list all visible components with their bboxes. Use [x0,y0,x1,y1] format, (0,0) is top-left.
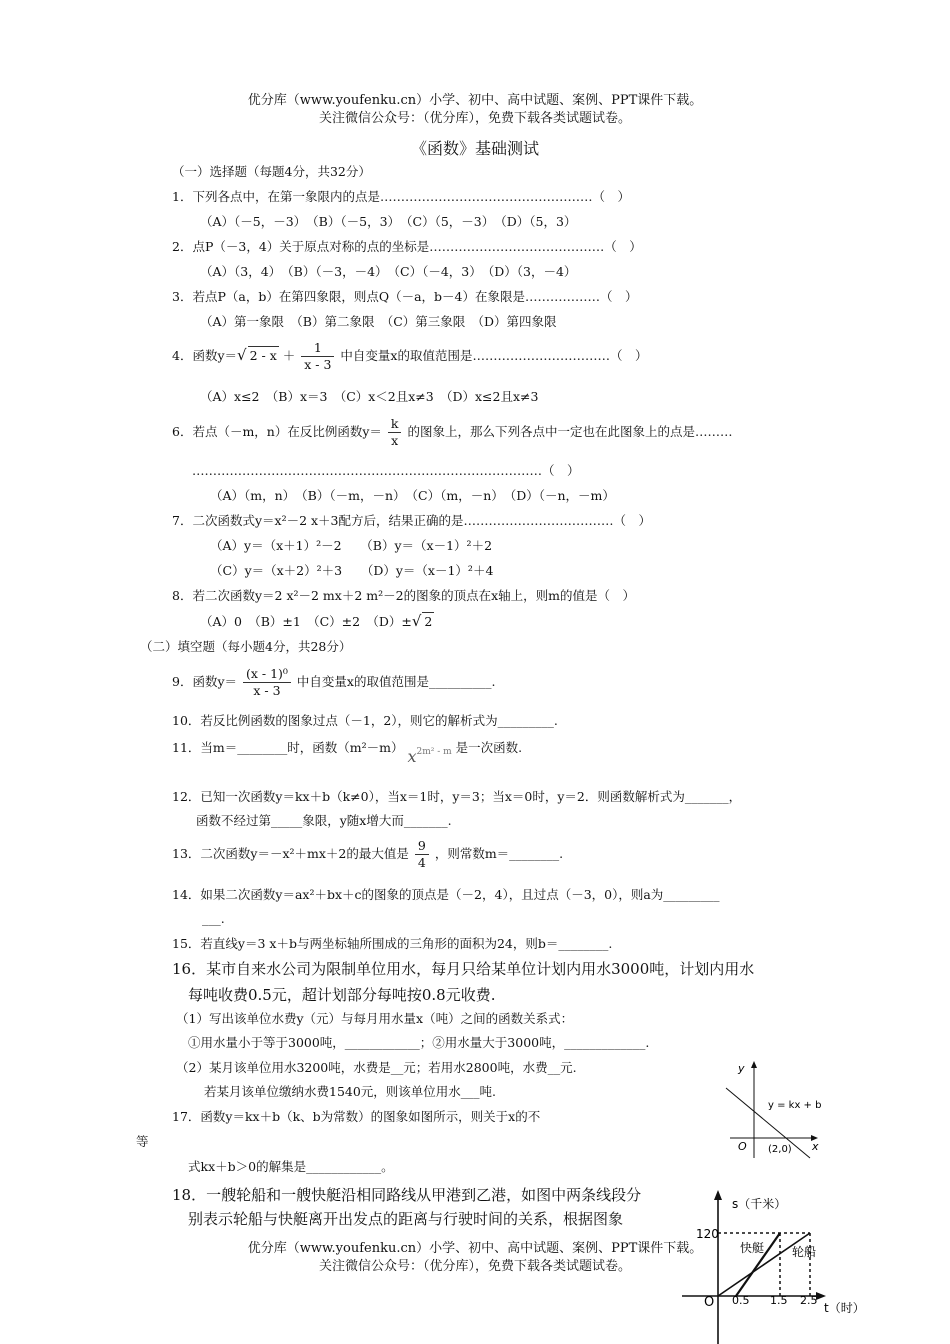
q18-tick-1-5: 1.5 [770,1294,788,1307]
q18-tick-0-5: 0.5 [732,1294,750,1307]
q10-stem: 10．若反比例函数的图象过点（－1，2），则它的解析式为_________. [172,713,558,728]
q17-graph [722,1058,822,1162]
q17-x-label: x [812,1140,819,1153]
q16-part-1-answers: ①用水量小于等于3000吨，____________；②用水量大于3000吨，_____________. [188,1035,650,1050]
q7-options-ab: （A）y＝（x＋1）²－2 （B）y＝（x－1）²＋2 [210,538,493,553]
section-choice-heading: （一）选择题（每题4分，共32分） [172,164,371,179]
q6-options: （A）（m，n） （B）（－m，－n） （C）（m，－n） （D）（－n，－m） [210,488,615,503]
q16-part-2-b: 若某月该单位缴纳水费1540元，则该单位用水___吨. [204,1084,497,1099]
q16-line-1: 16．某市自来水公司为限制单位用水，每月只给某单位计划内用水3000吨，计划内用水 [172,960,755,978]
q11-exponent: 2m² - m [416,747,452,757]
q13-stem: 13．二次函数y＝－x²＋mx＋2的最大值是 $\frac{9}{4}$ ，则常数m＝________. [172,838,564,870]
q18-t-label: t（时） [824,1301,865,1315]
q18-line-1: 18．一艘轮船和一艘快艇沿相同路线从甲港到乙港，如图中两条线段分 [172,1186,642,1204]
q8-radicand: 2 [424,614,433,629]
q3-stem: 3．若点P（a，b）在第四象限，则点Q（－a，b－4）在象限是………………（ ） [172,289,638,304]
q16-line-2: 每吨收费0.5元，超计划部分每吨按0.8元收费. [188,986,496,1004]
q4-radicand: 2 - x [249,348,277,363]
q2-options: （A）（3，4） （B）（－3，－4） （C）（－4，3） （D）（3，－4） [200,264,577,279]
q16-part-2: （2）某月该单位用水3200吨，水费是__元；若用水2800吨，水费__元. [176,1060,577,1075]
q4-stem: 4．函数y＝√ 2 - x ＋ $\frac{1}{x - 3}$ 中自变量x的取值范围是……………………………（ ） [172,340,648,372]
q14-line-2: ___. [202,911,225,926]
q18-tick-120: 120 [696,1227,719,1241]
q18-tick-2-5: 2.5 [800,1294,818,1307]
q1-options: （A）（－5，－3） （B）（－5，3） （C）（5，－3） （D）（5，3） [200,214,577,229]
q12-line-1: 12．已知一次函数y＝kx＋b（k≠0），当x＝1时，y＝3；当x＝0时，y＝2．则函数解析式为_______， [172,789,742,804]
q3-options: （A）第一象限 （B）第二象限 （C）第三象限 （D）第四象限 [200,314,557,329]
q17-line-2: 等 [136,1134,149,1149]
q8-options: （A）0 （B）±1 （C）±2 （D）±√ 2 [200,612,433,630]
q1-stem: 1．下列各点中，在第一象限内的点是……………………………………………（ ） [172,189,630,204]
q7-stem: 7．二次函数式y＝x²－2 x＋3配方后，结果正确的是………………………………（ ） [172,513,652,528]
header-line-1: 优分库（www.youfenku.cn）小学、初中、高中试题、案例、PPT课件下载。 [247,93,703,108]
footer-line-2: 关注微信公众号：（优分库），免费下载各类试题试卷。 [318,1259,631,1274]
q18-t-arrow [816,1292,826,1300]
header-line-2: 关注微信公众号：（优分库），免费下载各类试题试卷。 [318,111,631,126]
q8-stem: 8．若二次函数y＝2 x²－2 mx＋2 m²－2的图象的顶点在x轴上，则m的值是（ ） [172,588,635,603]
q9-fraction: $\frac{\text{(x - 1)⁰}}{x - 3}$ [243,666,291,699]
q18-ship-label: 轮船 [792,1245,817,1259]
q18-line-2: 别表示轮船与快艇离开出发点的距离与行驶时间的关系，根据图象 [188,1210,624,1228]
q6-continuation: …………………………………………………………………………（ ） [192,463,580,478]
q6-fraction: $\frac{k}{x}$ [388,416,402,449]
q17-intercept-label: (2,0) [768,1144,792,1155]
q17-line-label: y = kx + b [768,1100,822,1111]
q14-line-1: 14．如果二次函数y＝ax²＋bx＋c的图象的顶点是（－2，4），且过点（－3，0），则a为_________ [172,887,720,902]
page-title: 《函数》基础测试 [410,139,539,158]
q18-boat-label: 快艇 [740,1241,765,1255]
q9-stem: 9．函数y＝ $\frac{\text{(x - 1)⁰}}{x - 3}$ 中自变量x的取值范围是__________. [172,666,496,698]
q16-part-1: （1）写出该单位水费y（元）与每月用水量x（吨）之间的函数关系式： [176,1011,574,1026]
q6-stem: 6．若点（－m，n）在反比例函数y＝ $\frac{k}{x}$ 的图象上，那么下列各点中一定也在此图象上的点是……… [172,416,733,448]
q17-line-1: 17．函数y＝kx＋b（k、b为常数）的图象如图所示，则关于x的不 [172,1109,541,1124]
q18-s-arrow [714,1190,722,1200]
q13-fraction: $\frac{9}{4}$ [415,838,429,871]
q4-fraction: $\frac{1}{x - 3}$ [301,340,334,373]
q18-origin: O [704,1295,715,1310]
q12-line-2: 函数不经过第_____象限，y随x增大而_______. [196,813,452,828]
q17-origin-label: O [738,1140,747,1153]
q17-y-arrow [751,1061,757,1068]
q17-line-3: 式kx＋b＞0的解集是____________。 [188,1159,394,1174]
q11-stem: 11．当m＝________时，函数（m²－m） x2m² - m 是一次函数. [172,740,523,766]
q2-stem: 2．点P（－3，4）关于原点对称的点的坐标是……………………………………（ ） [172,239,642,254]
q15-stem: 15．若直线y＝3 x＋b与两坐标轴所围成的三角形的面积为24，则b＝________. [172,936,613,951]
footer-line-1: 优分库（www.youfenku.cn）小学、初中、高中试题、案例、PPT课件下载。 [247,1241,703,1256]
q18-s-label: s（千米） [732,1197,787,1211]
q11-base: x [407,747,417,766]
q7-options-cd: （C）y＝（x＋2）²＋3 （D）y＝（x－1）²＋4 [210,563,494,578]
q4-options: （A）x≤2 （B）x＝3 （C）x＜2且x≠3 （D）x≤2且x≠3 [200,389,539,404]
q17-y-label: y [738,1062,745,1075]
section-fill-heading: （二）填空题（每小题4分，共28分） [140,639,352,654]
